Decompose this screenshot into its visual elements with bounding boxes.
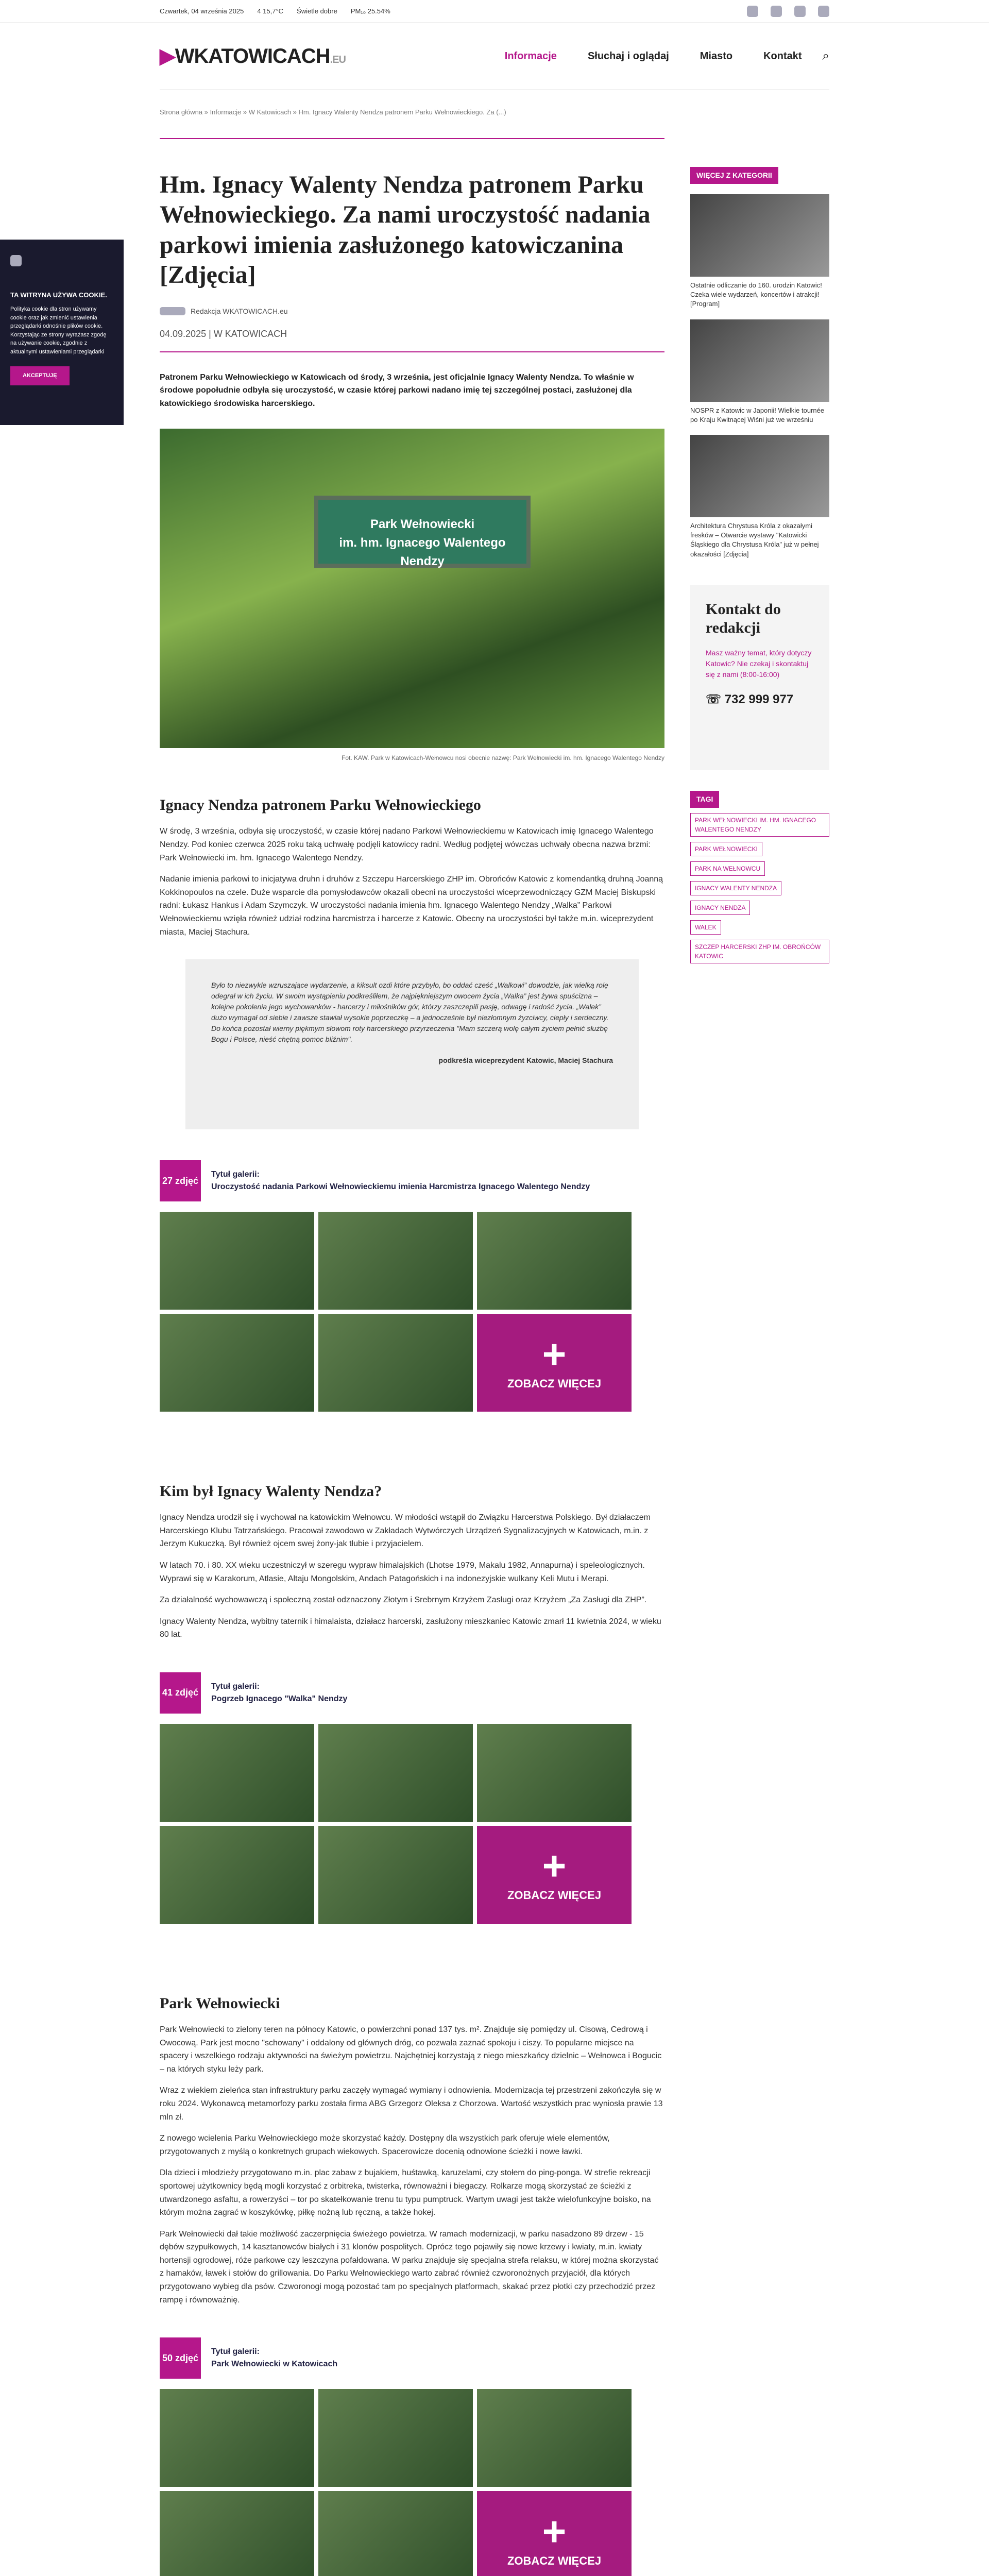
main-nav	[505, 48, 802, 64]
pm-value: PM₁₀ 25.54%	[350, 7, 390, 15]
cookie-icon	[10, 255, 22, 266]
instagram-icon[interactable]	[771, 6, 782, 17]
tag[interactable]: PARK WEŁNOWIECKI	[690, 842, 762, 856]
main-photo	[160, 429, 664, 748]
paragraph: Park Wełnowiecki to zielony teren na północy Katowic, o powierzchni ponad 137 tys. m². Znajduje się pomiędzy ul. Cisową, Cedrową i Owocową. Park jest mocno "schowany" i oddalony od głównych dróg, co pozwala zaznać spokoju i ciszy. To popularne miejsce na spacery i wszelkiego rodzaju aktywności na świeżym powietrzu. Najchętniej korzystają z niego mieszkańcy dzielnic – Wełnowca i Bogucic – na których styku leży park.	[160, 2025, 662, 2074]
tag[interactable]: PARK WEŁNOWIECKI IM. HM. IGNACEGO WALENTEGO NENDZY	[690, 813, 829, 837]
top-bar	[0, 0, 989, 23]
header	[0, 23, 989, 100]
tag[interactable]: IGNACY NENDZA	[690, 901, 750, 915]
facebook-icon[interactable]	[794, 6, 806, 17]
see-more-button[interactable]: + ZOBACZ WIĘCEJ	[477, 1826, 632, 1924]
article-title: Hm. Ignacy Walenty Nendza patronem Parku Wełnowieckiego. Za nami uroczystość nadania parkowi imienia zasłużonego katowiczanina [Zdjęcia]	[160, 171, 651, 289]
air-quality: Świetle dobre	[297, 7, 337, 15]
paragraph: Nadanie imienia parkowi to inicjatywa druhn i druhów z Szczepu Harcerskiego ZHP im. Obrońców Katowic z komendantką druhną Joanną Kokkinopoulos na czele. Duże wsparcie dla pomysłodawców okazali obecni na uroczystości wiceprzewodniczący GZM Maciej Biskupski radni: Łukasz Hankus i Adam Szymczyk. W uroczystości nadania imienia hm. Ignacego Walentego Nendzy „Walka” Parkowi Wełnowieckiemu wzięła również udział rodzina harcmistrza i harcerze z Katowic. Obecny na uroczystości był także m.in. wiceprezydent miasta, Maciej Stachura.	[160, 875, 663, 937]
more-from-category: WIĘCEJ Z KATEGORII Ostatnie odliczanie do 160. urodzin Katowic! Czeka wiele wydarzeń, koncertów i atrakcji! [Program] NOSPR z Katowic w Japonii! Wielkie tournée po Kraju Kwitnącej Wiśni już we wrześniu Architektura Chrystusa Króla z okazałymi fresków – Otwarcie wystawy "Katowicki Śląskiego dla Chrystusa Króla" już w pełnej okazałości [Zdjęcia]	[690, 157, 829, 569]
photo-caption: Fot. KAW. Park w Katowicach-Wełnowcu nosi obecnie nazwę: Park Wełnowiecki im. hm. Ignacego Walentego Nendzy	[342, 754, 664, 762]
accept-cookies-button[interactable]: AKCEPTUJĘ	[10, 366, 70, 385]
paragraph: Z nowego wcielenia Parku Wełnowieckiego może skorzystać każdy. Dostępny dla wszystkich park oferuje wiele elementów, przygotowanych z myślą o konkretnych grupach wiekowych. Spacerowicze docenią odnowione ścieżki i nowe ławki.	[160, 2134, 610, 2156]
phone[interactable]: ☏ 732 999 977	[706, 692, 794, 706]
tag[interactable]: WALEK	[690, 920, 721, 935]
photo-count: 27 zdjęć	[160, 1160, 201, 1201]
see-more-button[interactable]: + ZOBACZ WIĘCEJ	[477, 2491, 632, 2576]
photo-count: 50 zdjęć	[160, 2337, 201, 2379]
sidebar-item[interactable]: Ostatnie odliczanie do 160. urodzin Katowic! Czeka wiele wydarzeń, koncertów i atrakcji! [Program]	[690, 194, 829, 309]
park-sign: Park Wełnowiecki im. hm. Ignacego Walentego Nendzy	[314, 496, 531, 568]
tiktok-icon[interactable]	[818, 6, 829, 17]
paragraph: W latach 70. i 80. XX wieku uczestniczył w szeregu wypraw himalajskich (Lhotse 1979, Makalu 1982, Annapurna) i speleologicznych. Wyprawi się w Karakorum, Atlasie, Altaju Mongolskim, Andach Patagońskich i na indonezyjskie wulkany Keli Mutu i Merapi.	[160, 1561, 645, 1583]
site-logo[interactable]: ▶WKATOWICACH.EU	[160, 44, 346, 67]
tags-box: TAGI PARK WEŁNOWIECKI IM. HM. IGNACEGO WALENTEGO NENDZY PARK WEŁNOWIECKI PARK NA WEŁNOWCU IGNACY WALENTY NENDZA IGNACY NENDZA WALEK SZCZEP HARCERSKI ZHP IM. OBROŃCÓW KATOWIC	[690, 791, 829, 963]
paragraph: Za działalność wychowawczą i społeczną został odznaczony Złotym i Srebrnym Krzyżem Zasługi oraz Krzyżem „Za Zasługi dla ZHP”.	[160, 1596, 647, 1605]
contact-box: Kontakt do redakcji Masz ważny temat, który dotyczy Katowic? Nie czekaj i skontaktuj się z nami (8:00-16:00) ☏ 732 999 977	[690, 585, 829, 770]
section-heading: Kim był Ignacy Walenty Nendza?	[160, 1483, 382, 1500]
paragraph: Park Wełnowiecki dał takie możliwość zaczerpnięcia świeżego powietrza. W ramach modernizacji, w parku nasadzono 89 drzew - 15 dębów szypułkowych, 14 kasztanowców białych i 31 klonów pospolitych. Oprócz tego pojawiły się nowe krzewy i kwiaty, m.in. kwiaty hortensji ogrodowej, róże parkowe czy leszczyna pofałdowana. W parku znajduje się specjalna strefa relaksu, w której można skorzystać z hamaków, ławek i stołów do grillowania. Do Parku Wełnowieckiego warto zabrać również czworonożnych przyjaciół, dla których przygotowano wybieg dla psów. Czworonogi mogą pozostać tam po specjalnych platformach, skakać przez płotki czy przechodzić przez rampę i równoważnię.	[160, 2229, 659, 2304]
gallery[interactable]: 27 zdjęć Tytuł galerii: Uroczystość nadania Parkowi Wełnowieckiemu imienia Harcmistrza Ignacego Walentego Nendzy + ZOBACZ WIĘCEJ	[160, 1160, 664, 1449]
quote-box: Było to niezwykle wzruszające wydarzenie, a kiksult ozdi które przybyło, bo oddać cześć „Walkowi” dowodzie, jak wielką rolę odegrał w ich życiu. W swoim wystąpieniu podkreśliłem, że najpiękniejszym owocem życia „Walka” jest żywa spuścizna – kolejne pokolenia jego wychowanków - harcerzy i miłośników gór, którzy zaszczepili pasję, odwagę i radość życia. „Walek” dużo wymagał od siebie i zawsze stawiał wysokie poprzeczkę – a jednocześnie był niezłomnym żyzciwcy, ciepły i serdeczny. Do końca pozostał wierny piękmym słowom roty harcerskiego przyrzeczenia "Mam szczerą wolę całym życiem pełnić służbę Bogu i Polsce, nieść chętną pomoc bliźnim". podkreśla wiceprezydent Katowic, Maciej Stachura	[185, 959, 639, 1129]
cookie-banner: TA WITRYNA UŻYWA COOKIE. Polityka cookie dla stron używamy cookie oraz jak zmienić ustawienia przeglądarki odnośnie plików cookie. Korzystając ze strony wyrażasz zgodę na używanie cookie, zgodnie z aktualnymi ustawieniami przeglądarki AKCEPTUJĘ	[0, 240, 124, 425]
article-date: 04.09.2025	[160, 328, 207, 339]
section-heading: Ignacy Nendza patronem Parku Wełnowieckiego	[160, 796, 481, 814]
article-lead: Patronem Parku Wełnowieckiego w Katowicach od środy, 3 września, jest oficjalnie Ignacy Walenty Nendza. To właśnie w środowe popołudnie odbyła się uroczystość, w czasie której parkowi nadano imię tej szczególnej postaci, zasłużonej dla katowickiego środowiska harcerskiego.	[160, 372, 634, 408]
paragraph: Wraz z wiekiem zieleńca stan infrastruktury parku zaczęły wymagać wymiany i odnowienia. Modernizacja tej przestrzeni zakończyła się w roku 2024. Wykonawcą metamorfozy parku została firma ABG Grzegorz Oleksa z Chorzowa. Wartość wszystkich prac wyniosła prawie 13 mln zł.	[160, 2086, 663, 2122]
see-more-button[interactable]: + ZOBACZ WIĘCEJ	[477, 1314, 632, 1412]
date: Czwartek, 04 września 2025	[160, 7, 244, 15]
temperature: 4 15,7°C	[257, 7, 284, 15]
tag[interactable]: PARK NA WEŁNOWCU	[690, 861, 765, 876]
section-heading: Park Wełnowiecki	[160, 1994, 280, 2012]
search-icon[interactable]: ⌕	[822, 48, 829, 63]
gallery[interactable]: 50 zdjęć Tytuł galerii: Park Wełnowiecki w Katowicach + ZOBACZ WIĘCEJ	[160, 2337, 664, 2576]
article-category[interactable]: W KATOWICACH	[213, 328, 287, 339]
nav-sluchaj[interactable]: Słuchaj i oglądaj	[587, 50, 669, 62]
tag[interactable]: IGNACY WALENTY NENDZA	[690, 881, 781, 895]
sidebar-item[interactable]: NOSPR z Katowic w Japonii! Wielkie tournée po Kraju Kwitnącej Wiśni już we wrześniu	[690, 319, 829, 425]
photo-count: 41 zdjęć	[160, 1672, 201, 1714]
paragraph: Ignacy Nendza urodził się i wychował na katowickim Wełnowcu. W młodości wstąpił do Związku Harcerstwa Polskiego. Był działaczem Harcerskiego Klubu Tatrzańskiego. Pracował zawodowo w Zakładach Wytwórczych Urządzeń Sygnalizacyjnych w Katowicach, m.in. z Jerzym Kukuczką. Był również ojcem swej żony-jak tłubie i przyjacielem.	[160, 1513, 651, 1549]
gallery[interactable]: 41 zdjęć Tytuł galerii: Pogrzeb Ignacego "Walka" Nendzy + ZOBACZ WIĘCEJ	[160, 1672, 664, 1961]
nav-kontakt[interactable]: Kontakt	[763, 50, 802, 62]
paragraph: Ignacy Walenty Nendza, wybitny taternik i himalaista, działacz harcerski, zasłużony mieszkaniec Katowic zmarł 11 kwietnia 2024, w wieku 80 lat.	[160, 1617, 661, 1639]
nav-miasto[interactable]: Miasto	[700, 50, 733, 62]
paragraph: Dla dzieci i młodzieży przygotowano m.in. plac zabaw z bujakiem, huśtawką, karuzelami, czy stołem do ping-ponga. W strefie rekreacji sportowej użytkownicy będą mogli korzystać z orbitreka, twisterka, równoważni i biegaczy. Rolkarze mogą skorzystać ze ścieżki z utwardzonego asfaltu, a rowerzyści – tor po skatełkowanie trenu tu typu pumptruck. Wartym uwagi jest także wielofunkcyjne boisko, na którym można zagrać w koszykówkę, piłkę nożną lub ręczną, a także hokej.	[160, 2168, 651, 2217]
paragraph: W środę, 3 września, odbyła się uroczystość, w czasie której nadano Parkowi Wełnowieckiemu w Katowicach imię Ignacego Walentego Nendzy. Pod koniec czerwca 2025 roku taką uchwałę podjęli katowiccy radni. Według podjętej wówczas uchwały obecna nazwa brzmi: Park Wełnowiecki im. hm. Ignacego Walentego Nendzy.	[160, 827, 654, 862]
author-avatar	[160, 307, 185, 315]
nav-informacje[interactable]: Informacje	[504, 50, 557, 62]
sidebar-item[interactable]: Architektura Chrystusa Króla z okazałymi fresków – Otwarcie wystawy "Katowicki Śląskiego dla Chrystusa Króla" już w pełnej okazałości [Zdjęcia]	[690, 435, 829, 559]
author: Redakcja WKATOWICACH.eu	[191, 307, 288, 315]
youtube-icon[interactable]	[747, 6, 758, 17]
breadcrumb[interactable]: Strona główna » Informacje » W Katowicach » Hm. Ignacy Walenty Nendza patronem Parku Wełnowieckiego. Za (...)	[160, 100, 664, 139]
tag[interactable]: SZCZEP HARCERSKI ZHP IM. OBROŃCÓW KATOWIC	[690, 940, 829, 963]
